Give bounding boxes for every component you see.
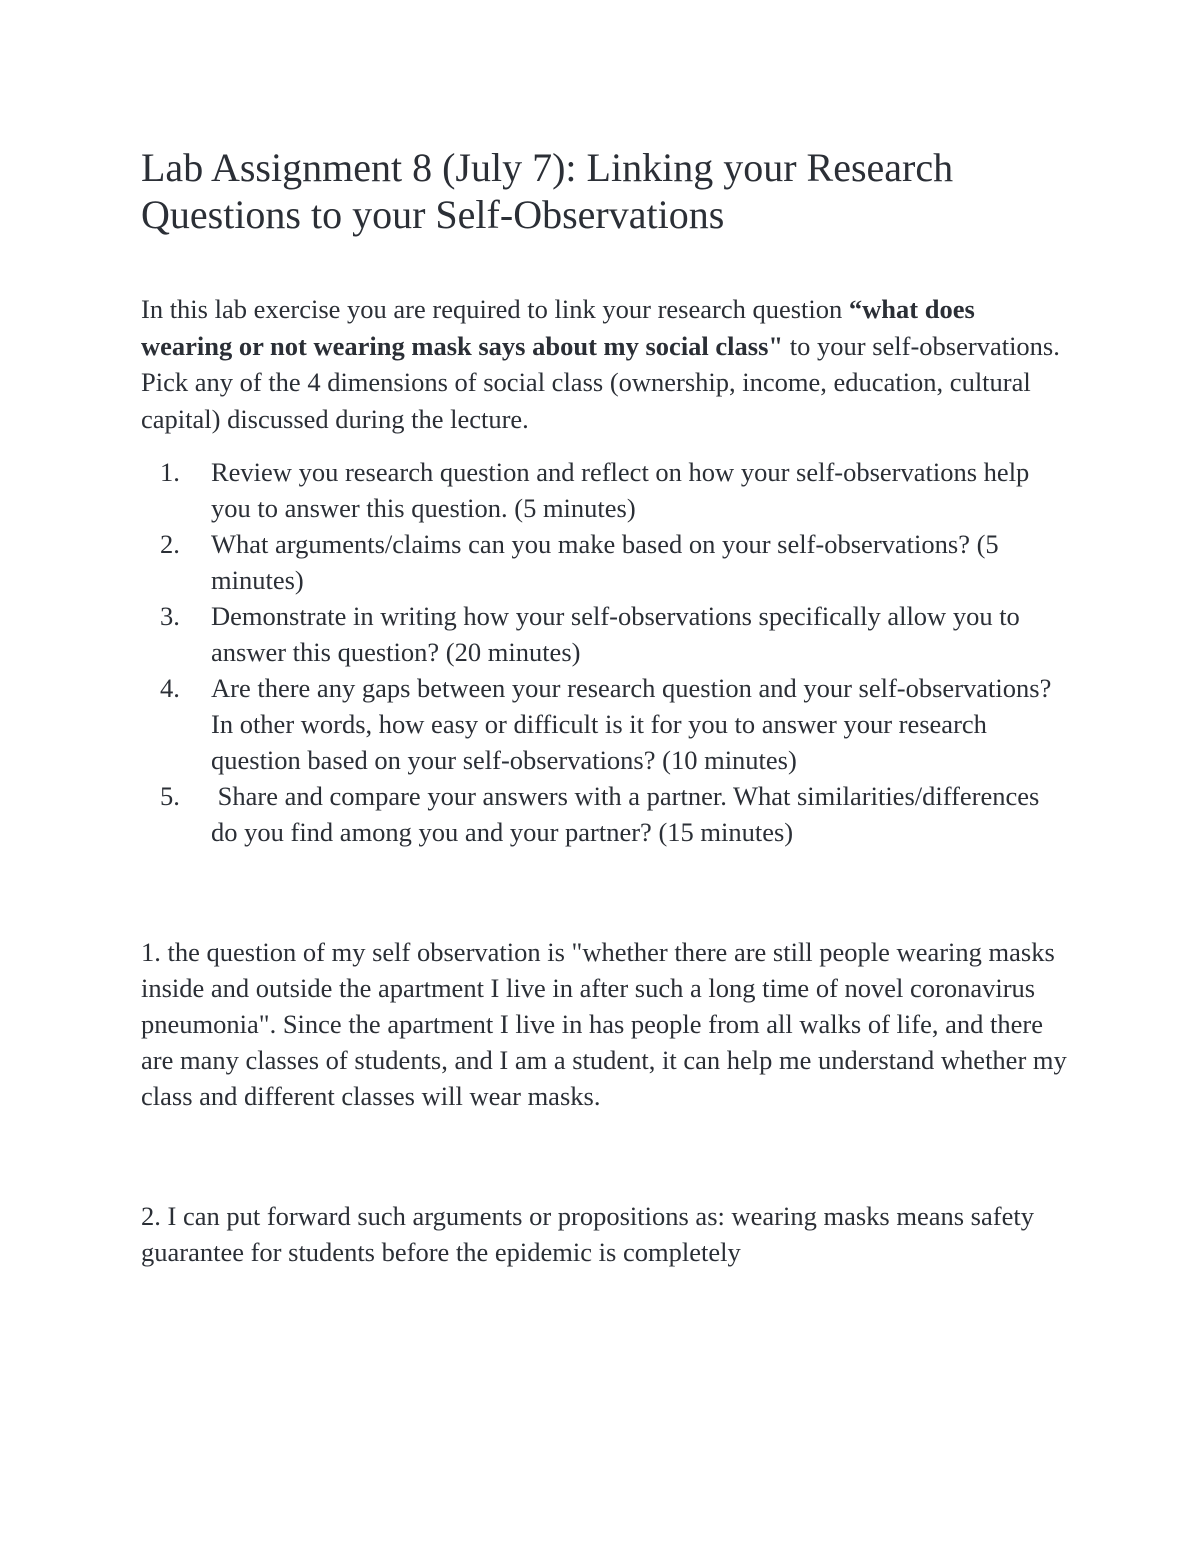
task-item [141, 454, 1071, 526]
task-number: 5. [160, 781, 180, 811]
document-body [141, 144, 1071, 1270]
document-title [141, 144, 1071, 238]
task-number: 4. [160, 673, 180, 703]
task-item [141, 778, 1071, 850]
task-text: Demonstrate in writing how your self-observations specifically allow you to answer this question? (20 minutes) [211, 601, 1020, 667]
task-text: Review you research question and reflect on how your self-observations help you to answer this question. (5 minutes) [211, 457, 1030, 523]
task-item [141, 526, 1071, 598]
title-line-1: Lab Assignment 8 (July 7): Linking your Research [141, 145, 954, 190]
intro-paragraph [141, 291, 1071, 437]
task-number: 1. [160, 457, 180, 487]
task-number: 3. [160, 601, 180, 631]
task-text: Are there any gaps between your research question and your self-observations? In other words, how easy or difficult is it for you to answer your research question based on your self-observations? (10 minutes) [211, 673, 1052, 775]
answer-paragraph-1: 1. the question of my self observation is "whether there are still people wearing masks inside and outside the apartment I live in after such a long time of novel coronavirus pneumonia". Since the apartment I live in has people from all walks of life, and there are many classes of students, and I am a student, it can help me understand whether my class and different classes will wear masks. [141, 937, 1067, 1111]
intro-text-before: In this lab exercise you are required to link your research question [141, 294, 849, 324]
task-item [141, 670, 1071, 778]
task-item [141, 598, 1071, 670]
intro-text-after: to your self-observations. Pick any of the 4 dimensions of social class (ownership, income, education, cultural capital) discussed during the lecture. [141, 330, 1060, 434]
answer-paragraph-2: 2. I can put forward such arguments or propositions as: wearing masks means safety guarantee for students before the epidemic is completely [141, 1201, 1034, 1267]
task-text: Share and compare your answers with a partner. What similarities/differences do you find among you and your partner? (15 minutes) [211, 781, 1046, 847]
title-line-2: Questions to your Self-Observations [141, 192, 725, 237]
research-question: “what does wearing or not wearing mask says about my social class" [141, 294, 975, 361]
task-text: What arguments/claims can you make based on your self-observations? (5 minutes) [211, 529, 999, 595]
task-list [141, 454, 1071, 850]
task-number: 2. [160, 529, 180, 559]
